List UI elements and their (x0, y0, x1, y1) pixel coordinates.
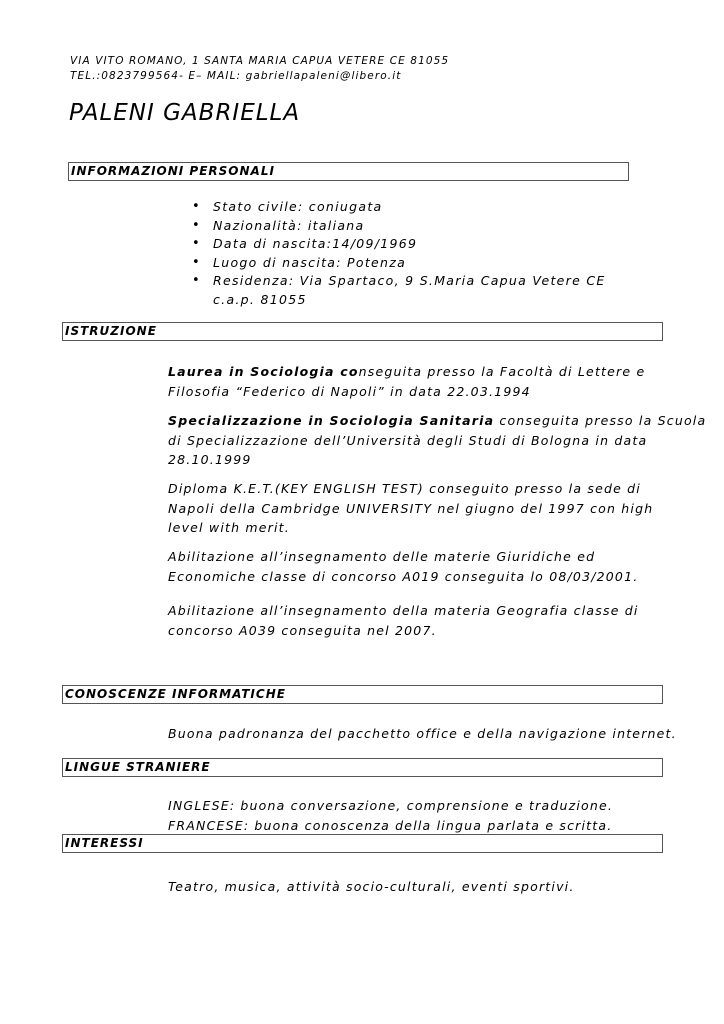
contact-line: TEL.:0823799564- E– MAIL: gabriellapaleni@libero.it (70, 70, 402, 82)
section-header-interests: INTERESSI (62, 834, 663, 853)
list-item: • Luogo di nascita: Potenza (192, 254, 606, 273)
education-qualification-a039: Abilitazione all’insegnamento della materia Geografia classe di concorso A039 conseguita nel 2007. (168, 603, 639, 638)
list-item: • Data di nascita:14/09/1969 (192, 235, 606, 254)
education-degree: Laurea in Sociologia conseguita presso la Facoltà di Lettere e Filosofia “Federico di Napoli” in data 22.03.1994 (168, 364, 646, 399)
section-header-languages: LINGUE STRANIERE (62, 758, 663, 777)
education-ket-diploma: Diploma K.E.T.(KEY ENGLISH TEST) conseguito presso la sede di Napoli della Cambridge UNIVERSITY nel giugno del 1997 con high level with merit. (168, 481, 654, 535)
bullet-icon: • (192, 217, 201, 233)
personal-info-list (192, 198, 606, 309)
interests-text: Teatro, musica, attività socio-culturali, eventi sportivi. (168, 879, 575, 894)
list-item-continuation: c.a.p. 81055 (213, 291, 307, 307)
section-header-computer-skills: CONOSCENZE INFORMATICHE (62, 685, 663, 704)
person-name: PALENI GABRIELLA (69, 100, 301, 126)
section-header-personal: INFORMAZIONI PERSONALI (68, 162, 629, 181)
list-item: • Stato civile: coniugata (192, 198, 606, 217)
bullet-icon: • (192, 236, 201, 251)
section-header-education: ISTRUZIONE (62, 322, 663, 341)
education-qualification-a019: Abilitazione all’insegnamento delle materie Giuridiche ed Economiche classe di concorso A019 conseguita lo 08/03/2001. (168, 549, 639, 584)
bullet-icon: • (192, 199, 201, 214)
languages-text: INGLESE: buona conversazione, comprensione e traduzione. FRANCESE: buona conoscenza della lingua parlata e scritta. (168, 798, 614, 833)
education-specialization: Specializzazione in Sociologia Sanitaria conseguita presso la Scuola di Specializzazione dell’Università degli Studi di Bologna in data 28.10.1999 (168, 413, 707, 467)
address-line: VIA VITO ROMANO, 1 SANTA MARIA CAPUA VETERE CE 81055 (70, 55, 450, 67)
computer-skills-text: Buona padronanza del pacchetto office e della navigazione internet. (168, 726, 677, 741)
bullet-icon: • (192, 273, 201, 288)
list-item: • Nazionalità: italiana (192, 217, 606, 236)
list-item: • Residenza: Via Spartaco, 9 S.Maria Capua Vetere CE (192, 272, 606, 291)
bullet-icon: • (192, 254, 201, 270)
